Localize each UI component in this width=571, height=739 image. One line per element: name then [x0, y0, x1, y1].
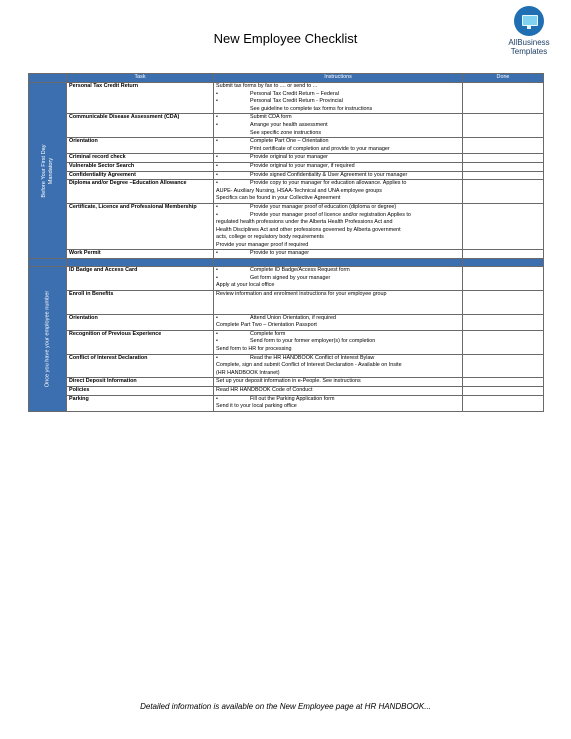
instruction-text: Personal Tax Credit Return – Federal: [250, 90, 339, 97]
bullet-icon: •: [216, 267, 218, 274]
bullet-icon: •: [216, 338, 218, 345]
task-cell: Vulnerable Sector Search: [67, 162, 214, 171]
instruction-text: Send form to your former employer(s) for completion: [250, 338, 376, 345]
instruction-line: [216, 370, 460, 378]
page-title: New Employee Checklist: [213, 31, 358, 46]
task-cell: Work Permit: [67, 250, 214, 259]
header-spacer: [29, 74, 67, 83]
indent-spacer: [216, 130, 250, 138]
instruction-line: [216, 227, 460, 235]
instructions-cell: [214, 180, 463, 204]
table-row: [29, 386, 544, 395]
instruction-text: Complete Part Two – Orientation Passport: [216, 322, 317, 329]
instruction-text: Arrange your health assessment: [250, 121, 328, 128]
bullet-icon: •: [216, 395, 218, 402]
instruction-line: [216, 250, 460, 258]
instruction-text: Apply at your local office: [216, 282, 275, 289]
table-row: [29, 314, 544, 330]
instruction-text: Provide your manager proof of licence and/or registration Applies to: [250, 211, 411, 218]
table-row: [29, 83, 544, 114]
instructions-cell: [214, 314, 463, 330]
instruction-text: [216, 298, 218, 306]
task-cell: Orientation: [67, 138, 214, 154]
done-checkbox-cell[interactable]: [463, 395, 544, 411]
instruction-line: [216, 315, 460, 323]
bullet-icon: •: [216, 203, 218, 210]
instruction-text: Provide original to your manager, if required: [250, 162, 355, 169]
instruction-text: Fill out the Parking Application form: [250, 395, 335, 402]
instruction-line: [216, 387, 460, 395]
instruction-line: [216, 219, 460, 227]
instruction-text: Attend Union Orientation, if required: [250, 314, 337, 321]
section-label: [41, 144, 55, 197]
instruction-text: AUPE- Auxiliary Nursing, HSAA-Technical and UNA employee groups: [216, 187, 382, 194]
instruction-line: [216, 267, 460, 275]
done-checkbox-cell[interactable]: [463, 314, 544, 330]
instruction-line: [216, 130, 460, 138]
instruction-line: [216, 212, 460, 220]
done-checkbox-cell[interactable]: [463, 354, 544, 378]
instruction-text: Provide to your manager: [250, 250, 310, 257]
done-checkbox-cell[interactable]: [463, 386, 544, 395]
table-row: [29, 114, 544, 138]
task-cell: Parking: [67, 395, 214, 411]
instruction-text: [216, 306, 218, 314]
instruction-line: [216, 362, 460, 370]
header-done: Done: [463, 74, 544, 83]
instruction-text: Read the HR HANDBOOK Conflict of Interest Bylaw: [250, 354, 375, 361]
task-cell: Enroll in Benefits: [67, 290, 214, 314]
instruction-line: [216, 106, 460, 114]
instruction-text: Provide copy to your manager for education allowance. Applies to: [250, 180, 407, 187]
header-task: Task: [67, 74, 214, 83]
task-cell: Recognition of Previous Experience: [67, 330, 214, 354]
instruction-text: Read HR HANDBOOK Code of Conduct: [216, 386, 313, 393]
instruction-line: [216, 331, 460, 339]
instruction-line: [216, 114, 460, 122]
instructions-cell: [214, 162, 463, 171]
bullet-icon: •: [216, 162, 218, 169]
bullet-icon: •: [216, 314, 218, 321]
instructions-cell: [214, 250, 463, 259]
instruction-text: Send it to your local parking office: [216, 403, 297, 410]
instruction-text: regulated health professions under the Alberta Health Professions Act and: [216, 219, 393, 226]
instruction-line: [216, 275, 460, 283]
table-row: [29, 330, 544, 354]
table-row: [29, 162, 544, 171]
instruction-line: [216, 188, 460, 196]
section-separator: [29, 259, 544, 267]
section2-label-cell: [29, 267, 67, 412]
instructions-cell: [214, 138, 463, 154]
instruction-text: Review information and enrolment instructions for your employee group: [216, 290, 387, 297]
bullet-icon: •: [216, 274, 218, 281]
section-label-line-2: Mandatory: [47, 157, 54, 184]
bullet-icon: •: [216, 90, 218, 97]
instruction-line: [216, 146, 460, 154]
instructions-cell: [214, 83, 463, 114]
done-checkbox-cell[interactable]: [463, 250, 544, 259]
instructions-cell: [214, 386, 463, 395]
instruction-line: [216, 180, 460, 188]
logo-line-1: AllBusiness: [508, 38, 550, 47]
instruction-text: Specifics can be found in your Collective Agreement: [216, 195, 341, 202]
instructions-cell: [214, 290, 463, 314]
instruction-text: Submit tax forms by fax to .... or send to ...: [216, 83, 318, 89]
instruction-text: Complete, sign and submit Conflict of Interest Declaration - Available on Insite: [216, 362, 402, 369]
task-cell: Diploma and/or Degree –Education Allowance: [67, 180, 214, 204]
instruction-line: [216, 396, 460, 404]
done-checkbox-cell[interactable]: [463, 267, 544, 291]
instruction-line: [216, 403, 460, 411]
instruction-line: [216, 91, 460, 99]
table-row: [29, 180, 544, 204]
table-row: [29, 378, 544, 387]
instruction-text: Provide signed Confidentiality & User Agreement to your manager: [250, 171, 408, 178]
bullet-icon: •: [216, 250, 218, 257]
instruction-line: [216, 322, 460, 330]
footer-note: Detailed information is available on the New Employee page at HR HANDBOOK...: [140, 702, 431, 711]
instruction-text: Personal Tax Credit Return - Provincial: [250, 98, 343, 105]
table-row: [29, 267, 544, 291]
done-checkbox-cell[interactable]: [463, 114, 544, 138]
instructions-cell: [214, 203, 463, 250]
instructions-cell: [214, 114, 463, 138]
done-checkbox-cell[interactable]: [463, 162, 544, 171]
done-checkbox-cell[interactable]: [463, 330, 544, 354]
instruction-line: [216, 291, 460, 299]
table-row: [29, 138, 544, 154]
header-instructions: Instructions: [214, 74, 463, 83]
task-cell: Orientation: [67, 314, 214, 330]
done-checkbox-cell[interactable]: [463, 138, 544, 154]
instruction-line: [216, 355, 460, 363]
bullet-icon: •: [216, 114, 218, 121]
instructions-cell: [214, 330, 463, 354]
table-header-row: [29, 74, 544, 83]
section1-label-cell: [29, 83, 67, 259]
bullet-icon: •: [216, 98, 218, 105]
separator-cell: [67, 259, 214, 267]
table-row: [29, 154, 544, 163]
section-label-line-1: Before Your First Day: [40, 143, 47, 198]
bullet-icon: •: [216, 138, 218, 145]
instructions-cell: [214, 267, 463, 291]
task-cell: Personal Tax Credit Return: [67, 83, 214, 114]
task-cell: Criminal record check: [67, 154, 214, 163]
instruction-text: Provide original to your manager: [250, 154, 328, 161]
done-checkbox-cell[interactable]: [463, 378, 544, 387]
instruction-text: See guideline to complete tax forms for instructions: [250, 105, 373, 112]
instructions-cell: [214, 354, 463, 378]
table-row: [29, 250, 544, 259]
bullet-icon: •: [216, 171, 218, 178]
instruction-line: [216, 83, 460, 91]
table-row: [29, 171, 544, 180]
instructions-cell: [214, 378, 463, 387]
bullet-icon: •: [216, 154, 218, 161]
done-checkbox-cell[interactable]: [463, 171, 544, 180]
instruction-line: [216, 204, 460, 212]
separator-cell: [463, 259, 544, 267]
instruction-text: Print certificate of completion and provide to your manager: [250, 145, 390, 152]
done-checkbox-cell[interactable]: [463, 180, 544, 204]
instruction-line: [216, 346, 460, 354]
bullet-icon: •: [216, 354, 218, 361]
instruction-text: Provide your manager proof of education (diploma or degree): [250, 203, 397, 210]
section-label: Once you have your employee number: [44, 290, 50, 388]
instruction-text: Complete ID Badge/Access Request form: [250, 267, 350, 274]
instructions-cell: [214, 171, 463, 180]
indent-spacer: [216, 106, 250, 114]
task-cell: Policies: [67, 386, 214, 395]
instruction-line: [216, 195, 460, 203]
bullet-icon: •: [216, 330, 218, 337]
task-cell: Conflict of Interest Declaration: [67, 354, 214, 378]
table-row: [29, 203, 544, 250]
logo-line-2: Templates: [510, 47, 548, 56]
instruction-line: [216, 138, 460, 146]
instruction-text: Submit CDA form: [250, 114, 292, 121]
instruction-text: Complete form: [250, 330, 286, 337]
instruction-text: See specific zone instructions: [250, 129, 322, 136]
instruction-line: [216, 163, 460, 171]
separator-cell: [214, 259, 463, 267]
instruction-text: Complete Part One – Orientation: [250, 138, 329, 145]
task-cell: Certificate, Licence and Professional Membership: [67, 203, 214, 250]
instructions-cell: [214, 395, 463, 411]
instruction-line: [216, 154, 460, 162]
instruction-line: [216, 242, 460, 250]
table-row: [29, 395, 544, 411]
task-cell: Direct Deposit Information: [67, 378, 214, 387]
separator-cell: [29, 259, 67, 267]
done-checkbox-cell[interactable]: [463, 203, 544, 250]
instruction-line: [216, 306, 460, 314]
instruction-text: (HR HANDBOOK Intranet): [216, 369, 280, 376]
instructions-cell: [214, 154, 463, 163]
instruction-text: Set up your deposit information in e-People. See instructions: [216, 378, 361, 385]
instruction-text: Send form to HR for processing: [216, 346, 292, 352]
done-checkbox-cell[interactable]: [463, 83, 544, 114]
instruction-text: Health Disciplines Act and other professions governed by Alberta government: [216, 226, 401, 233]
task-cell: Confidentiality Agreement: [67, 171, 214, 180]
instruction-text: Get form signed by your manager: [250, 274, 331, 281]
instruction-text: acts, college or regulatory body requirements: [216, 234, 324, 241]
checklist-table: [28, 73, 544, 412]
done-checkbox-cell[interactable]: [463, 154, 544, 163]
instruction-line: [216, 172, 460, 180]
bullet-icon: •: [216, 121, 218, 128]
instruction-line: [216, 298, 460, 306]
instruction-line: [216, 378, 460, 386]
instruction-text: Provide your manager proof if required: [216, 241, 309, 248]
task-cell: ID Badge and Access Card: [67, 267, 214, 291]
instruction-line: [216, 282, 460, 290]
bullet-icon: •: [216, 180, 218, 187]
task-cell: Communicable Disease Assessment (CDA): [67, 114, 214, 138]
instruction-line: [216, 234, 460, 242]
table-row: [29, 354, 544, 378]
bullet-icon: •: [216, 211, 218, 218]
done-checkbox-cell[interactable]: [463, 290, 544, 314]
table-row: [29, 290, 544, 314]
instruction-line: [216, 122, 460, 130]
instruction-line: [216, 338, 460, 346]
indent-spacer: [216, 146, 250, 154]
instruction-line: [216, 98, 460, 106]
